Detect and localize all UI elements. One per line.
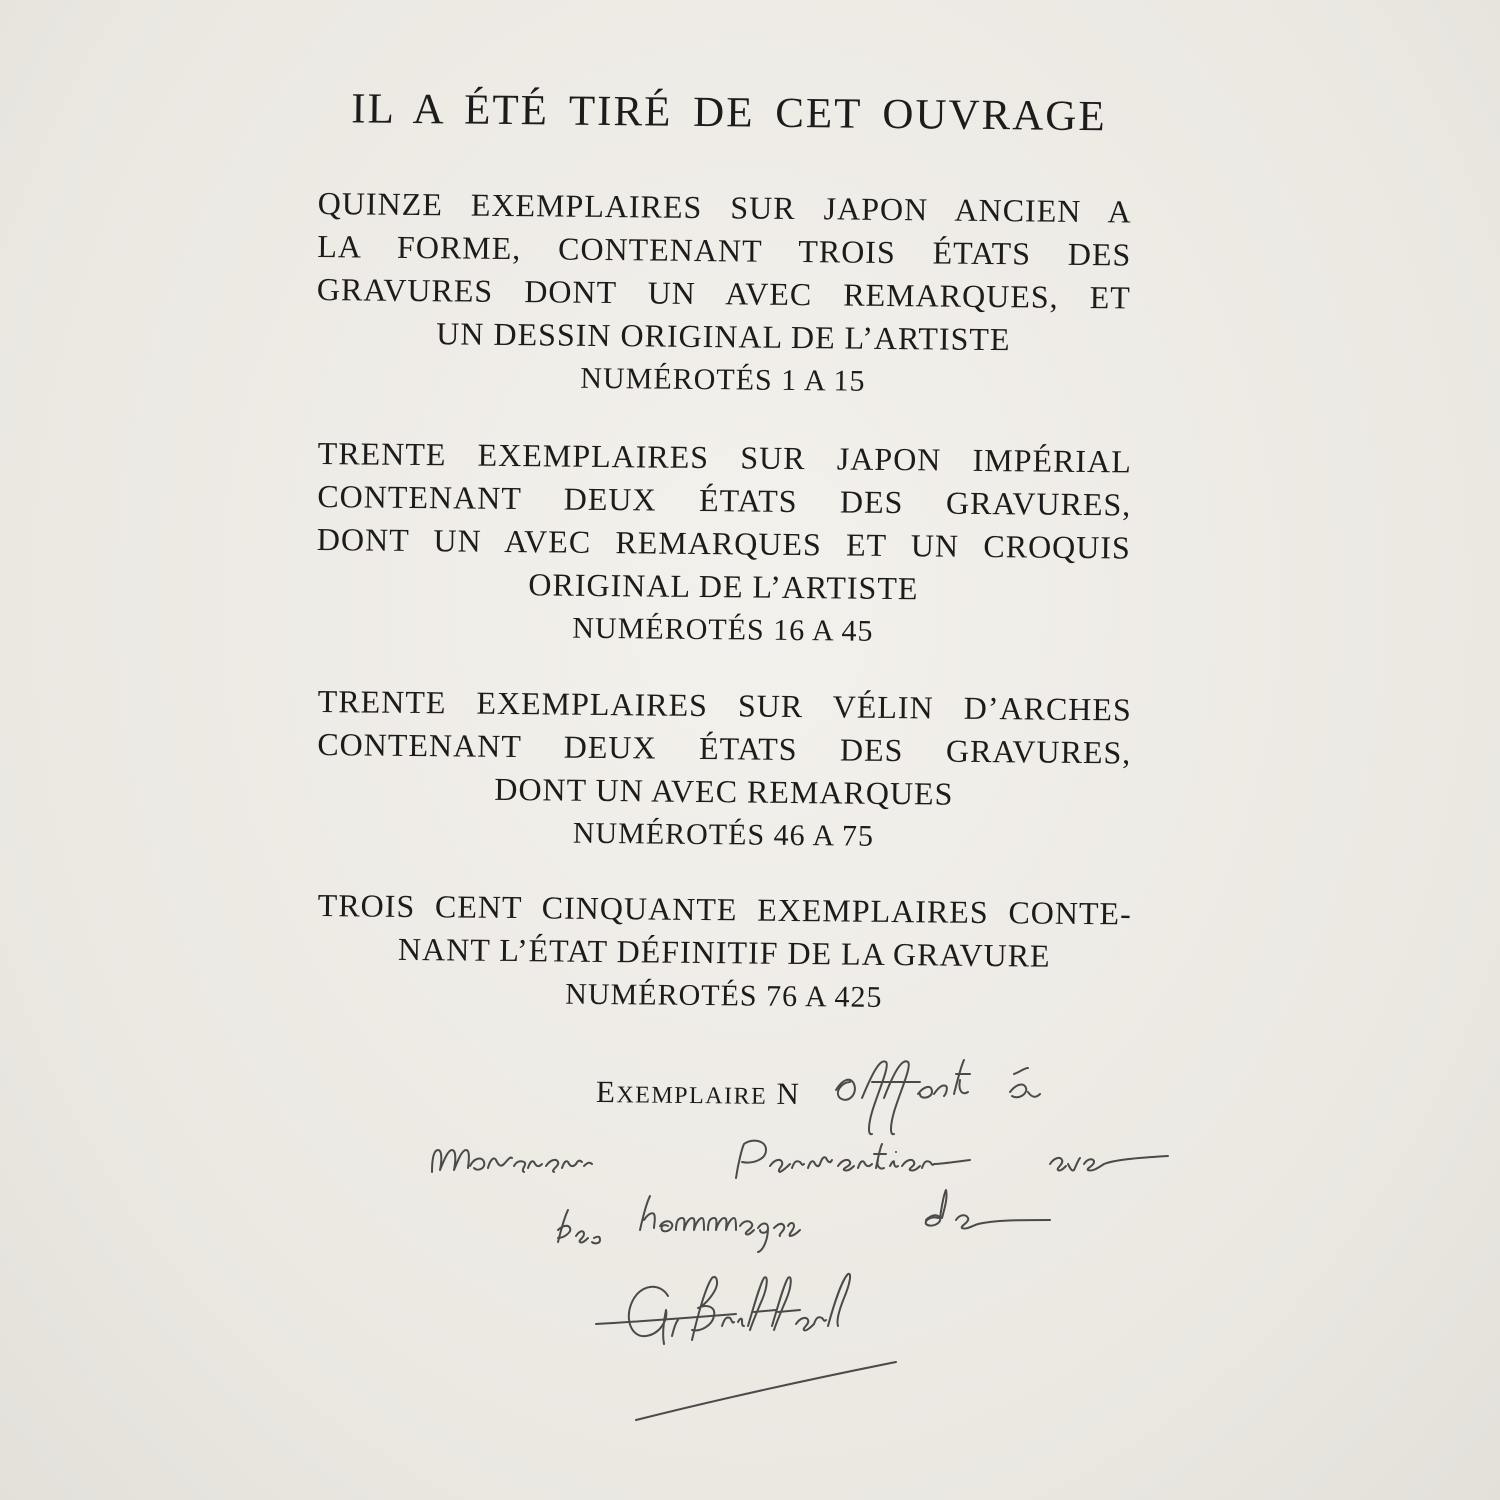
- section-line: QUINZE EXEMPLAIRES SUR JAPON ANCIEN A: [317, 184, 1132, 230]
- section-line: NANT L’ÉTAT DÉFINITIF DE LA GRAVURE: [397, 930, 1051, 974]
- section-line: CONTENANT DEUX ÉTATS DES GRAVURES,: [317, 477, 1132, 523]
- page-title: IL A ÉTÉ TIRÉ DE CET OUVRAGE: [351, 85, 1107, 141]
- numbering-line: NUMÉROTÉS 46 A 75: [572, 816, 875, 853]
- number-label: N: [776, 1075, 801, 1112]
- section-line: ORIGINAL DE L’ARTISTE: [528, 566, 919, 607]
- numbering-line: NUMÉROTÉS 1 A 15: [580, 361, 866, 398]
- inscription-offert: [836, 1060, 1040, 1134]
- exemplaire-initial: E: [595, 1074, 617, 1110]
- inscription-les-hommages-de: [558, 1190, 1050, 1252]
- section-line: DONT UN AVEC REMARQUES ET UN CROQUIS: [316, 520, 1132, 566]
- signature: [596, 1274, 896, 1420]
- exemplaire-label: XEMPLAIRE: [616, 1082, 768, 1110]
- section-line: TRENTE EXEMPLAIRES SUR JAPON IMPÉRIAL: [317, 434, 1132, 480]
- section-line: TRENTE EXEMPLAIRES SUR VÉLIN D’ARCHES: [317, 682, 1132, 728]
- section-line: GRAVURES DONT UN AVEC REMARQUES, ET: [316, 270, 1132, 316]
- section-line: CONTENANT DEUX ÉTATS DES GRAVURES,: [317, 725, 1132, 771]
- section-line: UN DESSIN ORIGINAL DE L’ARTISTE: [436, 315, 1011, 358]
- section-line: TROIS CENT CINQUANTE EXEMPLAIRES CONTE-: [317, 886, 1132, 932]
- section-line: DONT UN AVEC REMARQUES: [494, 770, 954, 812]
- numbering-line: NUMÉROTÉS 16 A 45: [572, 611, 874, 648]
- numbering-line: NUMÉROTÉS 76 A 425: [565, 977, 883, 1014]
- inscription-monsieur-parmentier-avec: [432, 1141, 1168, 1178]
- section-line: LA FORME, CONTENANT TROIS ÉTATS DES: [317, 227, 1132, 273]
